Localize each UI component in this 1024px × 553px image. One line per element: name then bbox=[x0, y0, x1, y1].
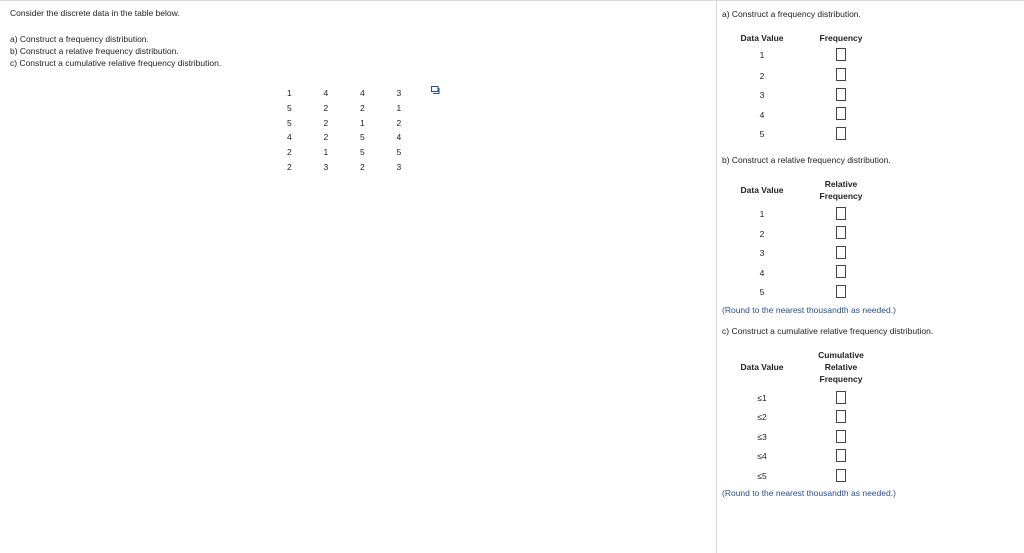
table-row bbox=[287, 130, 433, 145]
question-intro: Consider the discrete data in the table below. bbox=[10, 8, 180, 18]
part-c-value: ≤5 bbox=[757, 471, 767, 481]
table-cell: 5 bbox=[287, 103, 292, 114]
part-b-header-relative: Relative bbox=[824, 179, 858, 189]
part-a-value: 3 bbox=[759, 90, 765, 100]
part-a-answer-input[interactable] bbox=[836, 48, 846, 61]
table-cell: 3 bbox=[323, 161, 329, 172]
part-c-answer-input[interactable] bbox=[836, 449, 846, 462]
part-c-value: ≤2 bbox=[757, 412, 767, 422]
table-row bbox=[287, 145, 433, 160]
part-b-value: 4 bbox=[759, 268, 765, 278]
table-cell: 3 bbox=[396, 161, 402, 172]
table-cell: 1 bbox=[323, 147, 329, 158]
table-cell: 4 bbox=[360, 88, 365, 99]
table-cell: 2 bbox=[323, 103, 329, 114]
part-c-header-cumulative: Cumulative bbox=[818, 350, 864, 360]
part-a-header-data-value: Data Value bbox=[740, 33, 784, 43]
part-b-value: 3 bbox=[759, 248, 765, 258]
part-b-answer-input[interactable] bbox=[836, 265, 846, 278]
part-b-answer-input[interactable] bbox=[836, 207, 846, 220]
part-a-answer-input[interactable] bbox=[836, 127, 846, 140]
part-b-header-data-value: Data Value bbox=[740, 185, 784, 195]
table-cell: 2 bbox=[287, 147, 292, 158]
part-a-value: 4 bbox=[759, 110, 765, 120]
top-border bbox=[0, 0, 1024, 1]
task-b: b) Construct a relative frequency distribution. bbox=[10, 46, 179, 56]
part-b-answer-input[interactable] bbox=[836, 226, 846, 239]
task-a: a) Construct a frequency distribution. bbox=[10, 34, 149, 44]
pane-divider bbox=[716, 0, 717, 553]
table-cell: 2 bbox=[287, 161, 292, 172]
part-a-answer-input[interactable] bbox=[836, 107, 846, 120]
part-a-answer-input[interactable] bbox=[836, 68, 846, 81]
table-cell: 4 bbox=[396, 132, 402, 143]
table-cell: 2 bbox=[323, 117, 329, 128]
part-c-header-relative: Relative bbox=[824, 362, 858, 372]
table-cell: 1 bbox=[287, 88, 292, 99]
part-c-answer-input[interactable] bbox=[836, 391, 846, 404]
part-a-value: 5 bbox=[759, 129, 765, 139]
table-row bbox=[287, 101, 433, 116]
table-cell: 2 bbox=[360, 161, 365, 172]
part-c-header-frequency: Frequency bbox=[819, 374, 863, 384]
question-pane bbox=[10, 8, 221, 69]
table-cell: 5 bbox=[287, 117, 292, 128]
part-c-answer-input[interactable] bbox=[836, 430, 846, 443]
part-a-header-frequency: Frequency bbox=[819, 33, 863, 43]
task-c: c) Construct a cumulative relative frequency distribution. bbox=[10, 58, 222, 68]
table-row bbox=[287, 86, 433, 101]
table-cell: 5 bbox=[360, 132, 365, 143]
part-b-value: 5 bbox=[759, 287, 765, 297]
part-a-answer-input[interactable] bbox=[836, 88, 846, 101]
table-cell: 4 bbox=[323, 88, 329, 99]
part-a-title: a) Construct a frequency distribution. bbox=[722, 9, 861, 19]
copy-icon[interactable] bbox=[431, 86, 440, 95]
table-cell: 2 bbox=[323, 132, 329, 143]
table-cell: 3 bbox=[396, 88, 402, 99]
part-b-header-frequency: Frequency bbox=[819, 191, 863, 201]
part-c-answer-input[interactable] bbox=[836, 469, 846, 482]
part-a-value: 2 bbox=[759, 71, 765, 81]
table-cell: 1 bbox=[396, 103, 402, 114]
part-b-answer-input[interactable] bbox=[836, 246, 846, 259]
table-cell: 2 bbox=[360, 103, 365, 114]
part-c-rounding-note: (Round to the nearest thousandth as needed.) bbox=[722, 488, 896, 498]
table-row bbox=[287, 115, 433, 130]
table-cell: 5 bbox=[396, 147, 402, 158]
part-c-answer-input[interactable] bbox=[836, 410, 846, 423]
part-b-answer-input[interactable] bbox=[836, 285, 846, 298]
part-c-value: ≤3 bbox=[757, 432, 767, 442]
data-table bbox=[287, 86, 433, 174]
table-row bbox=[287, 159, 433, 174]
part-c-header-data-value: Data Value bbox=[740, 362, 784, 372]
part-c-value: ≤4 bbox=[757, 451, 767, 461]
part-b-value: 2 bbox=[759, 229, 765, 239]
table-cell: 2 bbox=[396, 117, 402, 128]
part-b-title: b) Construct a relative frequency distribution. bbox=[722, 155, 891, 165]
part-c-value: ≤1 bbox=[757, 393, 767, 403]
table-cell: 1 bbox=[360, 117, 365, 128]
part-c-title: c) Construct a cumulative relative frequency distribution. bbox=[722, 326, 934, 336]
part-b-value: 1 bbox=[759, 209, 765, 219]
part-b-rounding-note: (Round to the nearest thousandth as needed.) bbox=[722, 305, 896, 315]
table-cell: 5 bbox=[360, 147, 365, 158]
table-cell: 4 bbox=[287, 132, 292, 143]
part-a-value: 1 bbox=[759, 50, 765, 60]
